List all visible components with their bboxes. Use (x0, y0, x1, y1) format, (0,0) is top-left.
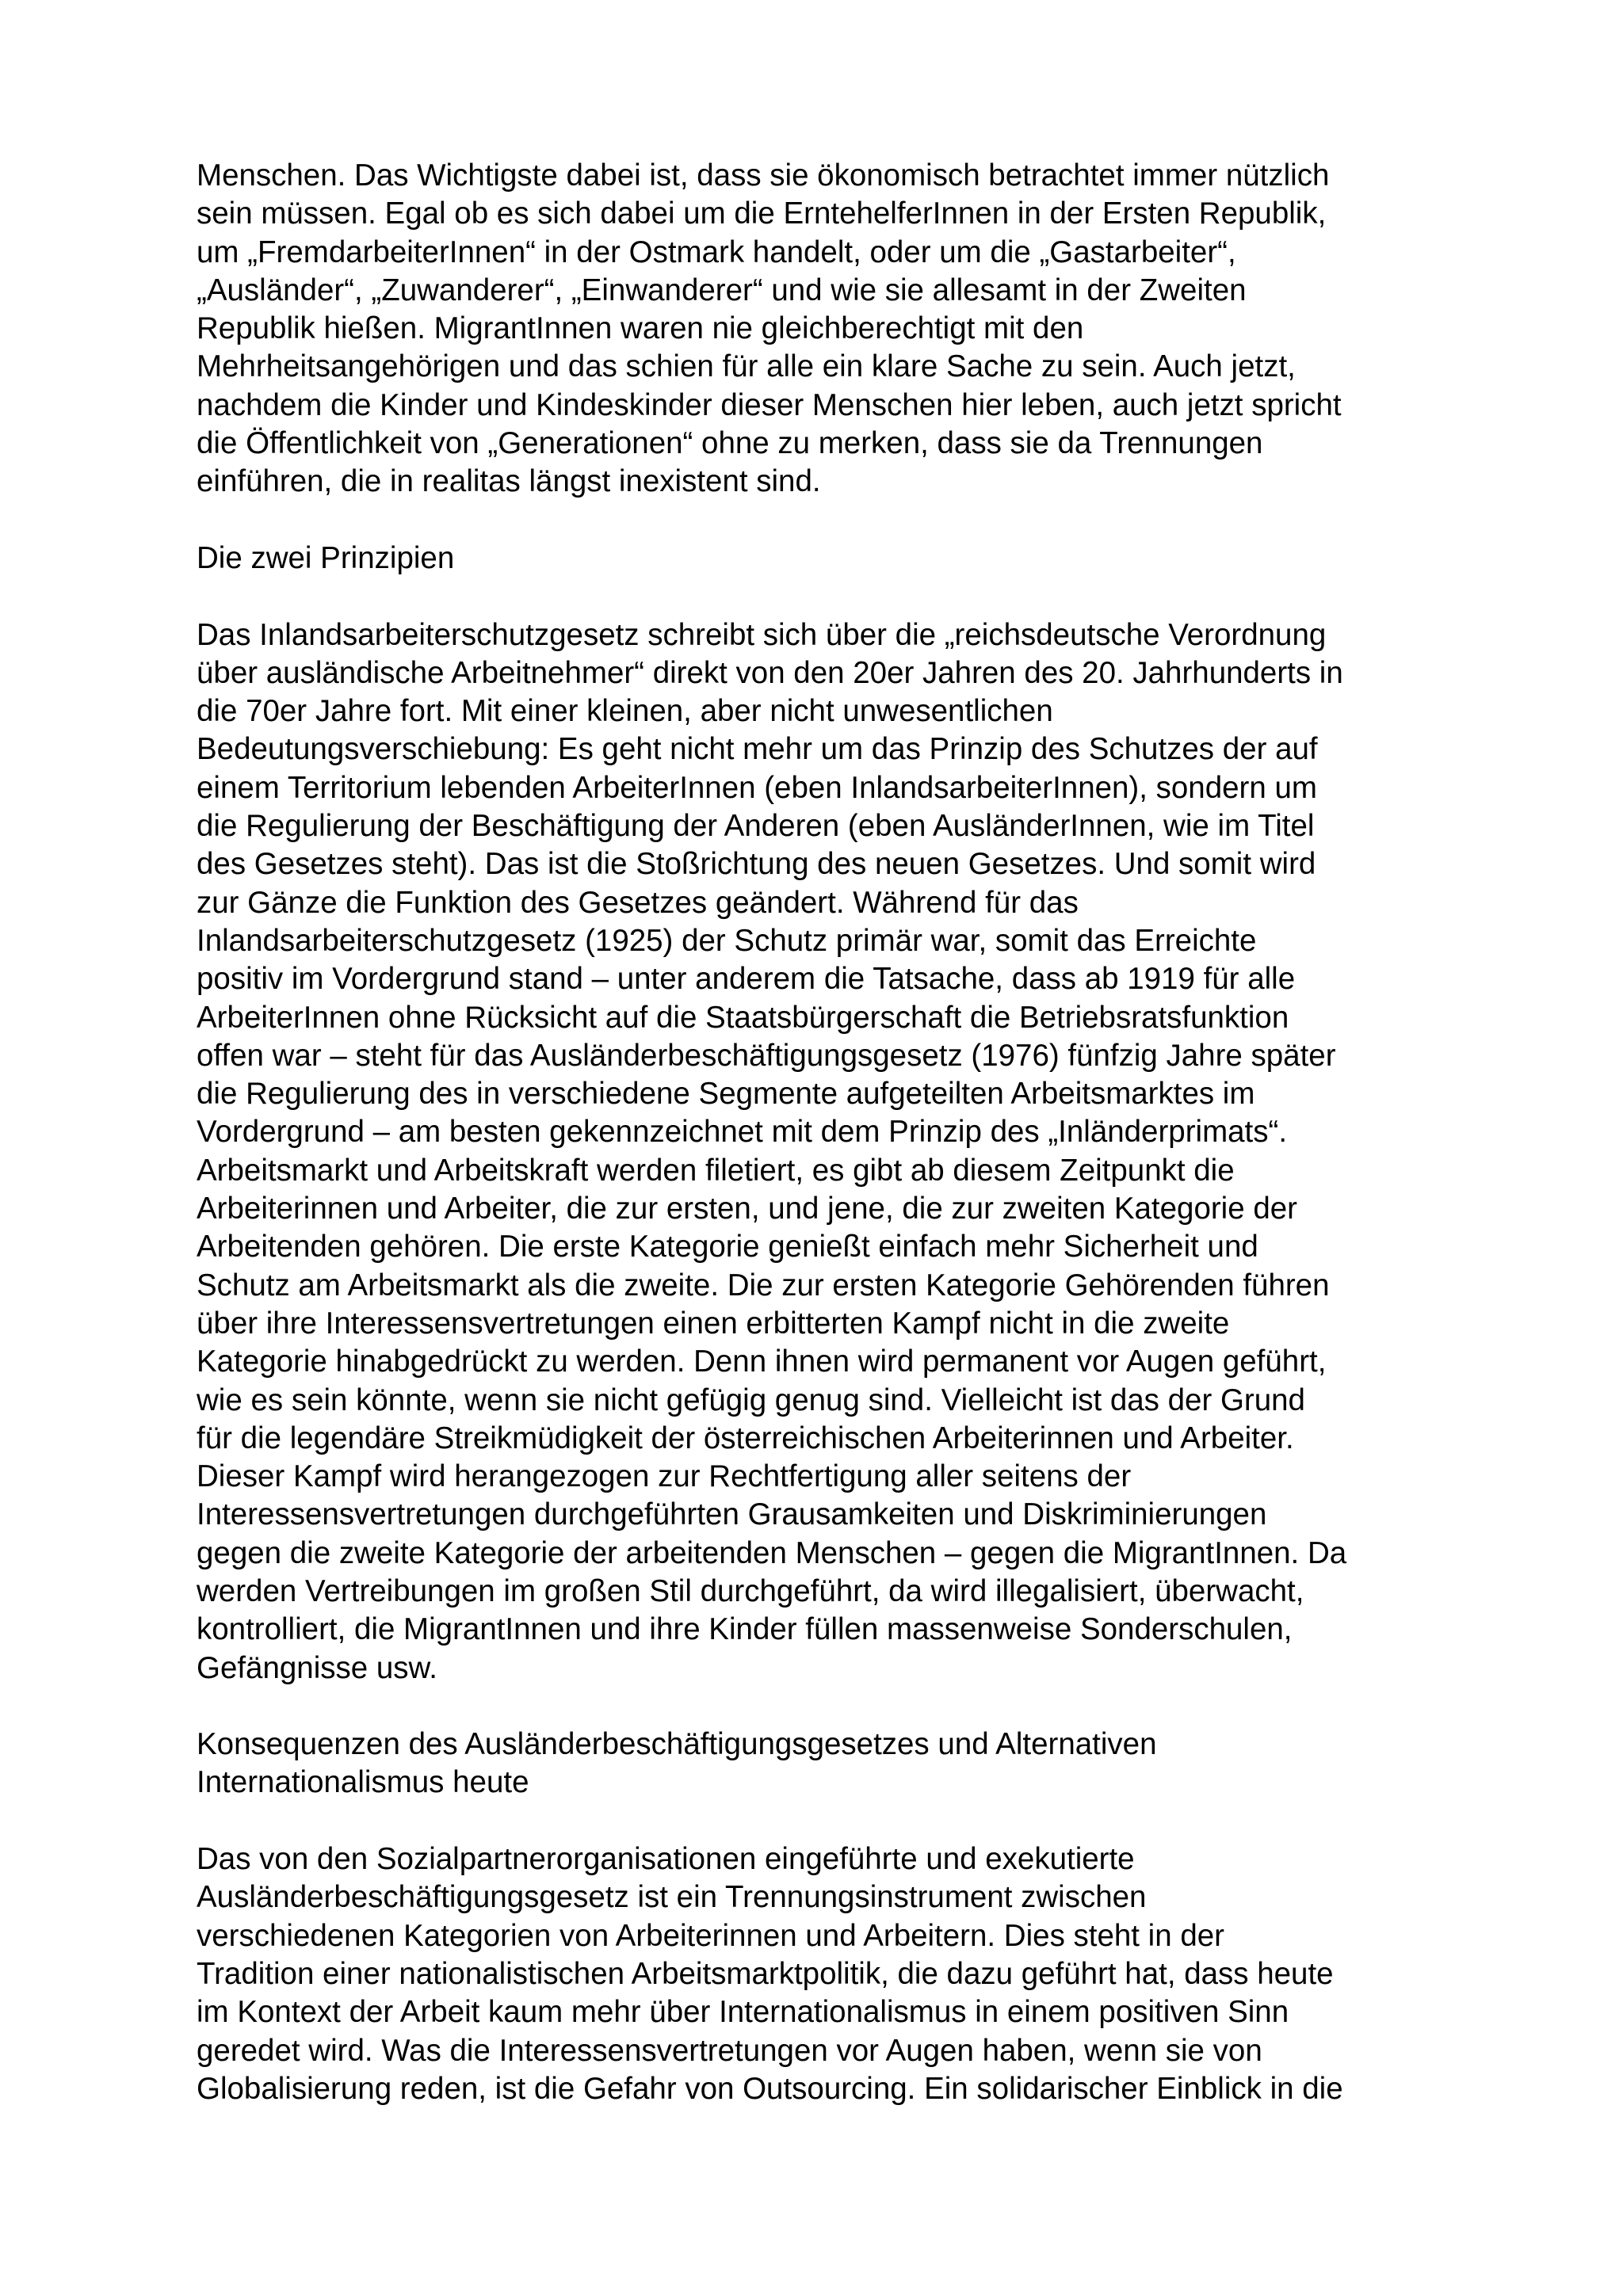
paragraph-2: Das Inlandsarbeiterschutzgesetz schreibt sich über die „reichsdeutsche Verordnung über ausländische Arbeitnehmer“ direkt von den 20er Jahren des 20. Jahrhunderts in die 70er Jahre fort. Mit einer kleinen, aber nicht unwesentlichen Bedeutungsverschiebung: Es geht nicht mehr um das Prinzip des Schutzes der auf einem Territorium lebenden ArbeiterInnen (eben InlandsarbeiterInnen), sondern um die Regulierung der Beschäftigung der Anderen (eben AusländerInnen, wie im Titel des Gesetzes steht). Das ist die Stoßrichtung des neuen Gesetzes. Und somit wird zur Gänze die Funktion des Gesetzes geändert. Während für das Inlandsarbeiterschutzgesetz (1925) der Schutz primär war, somit das Erreichte positiv im Vordergrund stand – unter anderem die Tatsache, dass ab 1919 für alle ArbeiterInnen ohne Rücksicht auf die Staatsbürgerschaft die Betriebsratsfunktion offen war – steht für das Ausländerbeschäftigungsgesetz (1976) fünfzig Jahre später die Regulierung des in verschiedene Segmente aufgeteilten Arbeitsmarktes im Vordergrund – am besten gekennzeichnet mit dem Prinzip des „Inländerprimats“. Arbeitsmarkt und Arbeitskraft werden filetiert, es gibt ab diesem Zeitpunkt die Arbeiterinnen und Arbeiter, die zur ersten, und jene, die zur zweiten Kategorie der Arbeitenden gehören. Die erste Kategorie genießt einfach mehr Sicherheit und Schutz am Arbeitsmarkt als die zweite. Die zur ersten Kategorie Gehörenden führen über ihre Interessensvertretungen einen erbitterten Kampf nicht in die zweite Kategorie hinabgedrückt zu werden. Denn ihnen wird permanent vor Augen geführt, wie es sein könnte, wenn sie nicht gefügig genug sind. Vielleicht ist das der Grund für die legendäre Streikmüdigkeit der österreichischen Arbeiterinnen und Arbeiter. Dieser Kampf wird herangezogen zur Rechtfertigung aller seitens der Interessensvertretungen durchgeführten Grausamkeiten und Diskriminierungen gegen die zweite Kategorie der arbeitenden Menschen – gegen die MigrantInnen. Da werden Vertreibungen im großen Stil durchgeführt, da wird illegalisiert, überwacht, kontrolliert, die MigrantInnen und ihre Kinder füllen massenweise Sonderschulen, Gefängnisse usw. (197, 617, 1347, 1685)
paragraph-gap (197, 578, 1458, 616)
section-heading-die-zwei-prinzipien: Die zwei Prinzipien (197, 540, 455, 575)
paragraph-1: Menschen. Das Wichtigste dabei ist, dass sie ökonomisch betrachtet immer nützlich sein müssen. Egal ob es sich dabei um die ErntehelferInnen in der Ersten Republik, um „FremdarbeiterInnen“ in der Ostmark handelt, oder um die „Gastarbeiter“, „Ausländer“, „Zuwanderer“, „Einwanderer“ und wie sie allesamt in der Zweiten Republik hießen. MigrantInnen waren nie gleichberechtigt mit den Mehrheitsangehörigen und das schien für alle ein klare Sache zu sein. Auch jetzt, nachdem die Kinder und Kindeskinder dieser Menschen hier leben, auch jetzt spricht die Öffentlichkeit von „Generationen“ ohne zu merken, dass sie da Trennungen einführen, die in realitas längst inexistent sind. (197, 158, 1342, 499)
paragraph-gap (197, 1802, 1458, 1840)
section-heading-konsequenzen: Konsequenzen des Ausländerbeschäftigungsgesetzes und Alternativen Internationalismus heute (197, 1727, 1157, 1800)
paragraph-3: Das von den Sozialpartnerorganisationen eingeführte und exekutierte Ausländerbeschäftigungsgesetz ist ein Trennungsinstrument zwischen verschiedenen Kategorien von Arbeiterinnen und Arbeitern. Dies steht in der Tradition einer nationalistischen Arbeitsmarktpolitik, die dazu geführt hat, dass heute im Kontext der Arbeit kaum mehr über Internationalismus in einem positiven Sinn geredet wird. Was die Interessensvertretungen vor Augen haben, wenn sie von Globalisierung reden, ist die Gefahr von Outsourcing. Ein solidarischer Einblick in die (197, 1842, 1343, 2106)
paragraph-gap (197, 1688, 1458, 1726)
document-body (197, 157, 1458, 2108)
paragraph-gap (197, 502, 1458, 540)
